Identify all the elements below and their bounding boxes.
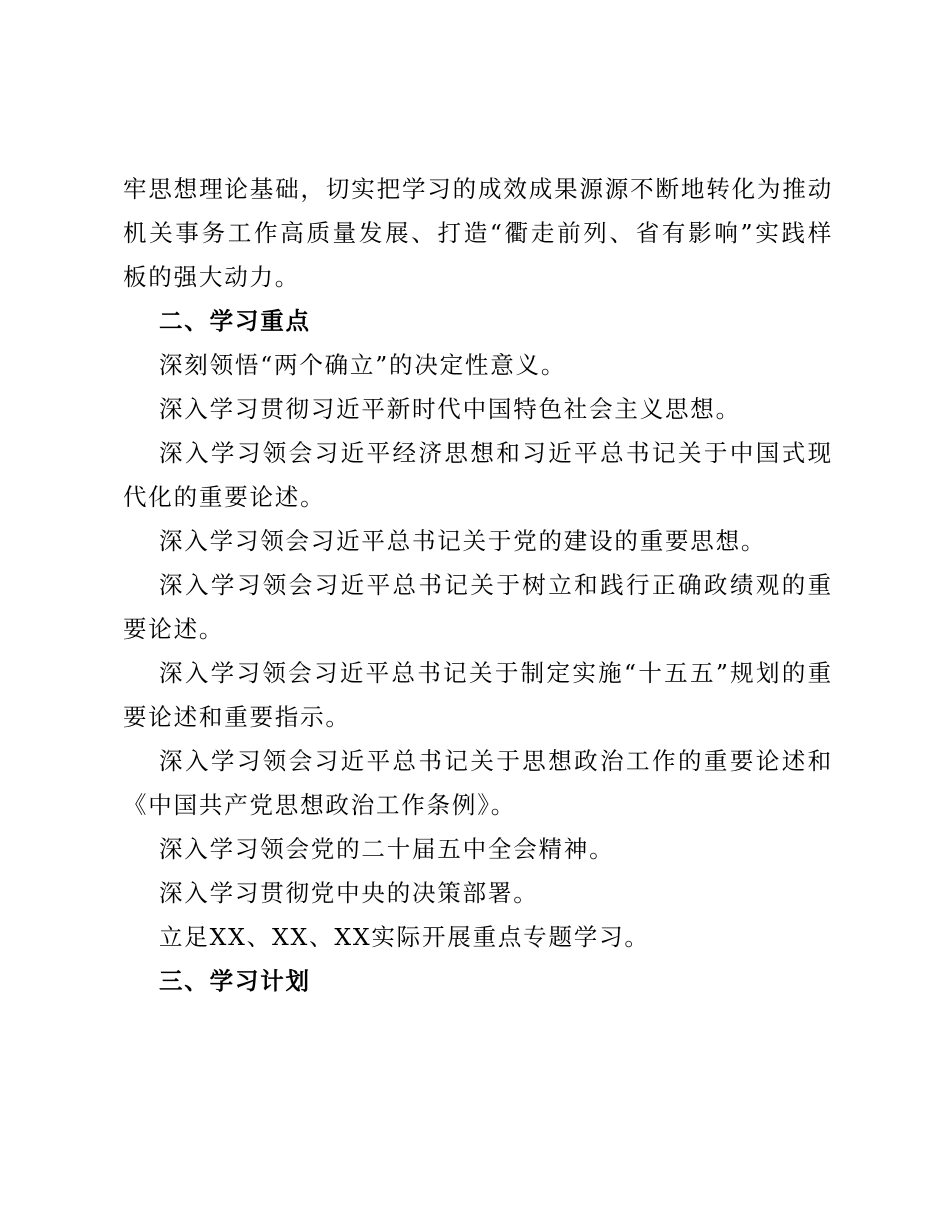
- study-point: 深入学习领会习近平总书记关于树立和践行正确政绩观的重要论述。: [123, 571, 833, 643]
- study-point: 深入学习领会党的二十届五中全会精神。: [159, 835, 615, 863]
- study-point: 深入学习贯彻党中央的决策部署。: [159, 879, 539, 907]
- study-point: 深入学习贯彻习近平新时代中国特色社会主义思想。: [159, 395, 741, 423]
- intro-paragraph: 牢思想理论基础，切实把学习的成效成果源源不断地转化为推动机关事务工作高质量发展、打造“衢走前列、省有影响”实践样板的强大动力。: [123, 175, 833, 291]
- study-point: 深入学习领会习近平总书记关于党的建设的重要思想。: [159, 527, 767, 555]
- section-heading-study-plan: 三、学习计划: [159, 967, 311, 995]
- study-point: 深入学习领会习近平总书记关于制定实施“十五五”规划的重要论述和重要指示。: [123, 659, 833, 731]
- document-body: [123, 167, 833, 1003]
- study-point: 深入学习领会习近平经济思想和习近平总书记关于中国式现代化的重要论述。: [123, 439, 833, 511]
- study-point: 立足XX、XX、XX实际开展重点专题学习。: [159, 923, 650, 951]
- study-point: 深入学习领会习近平总书记关于思想政治工作的重要论述和《中国共产党思想政治工作条例》。: [123, 747, 833, 819]
- section-heading-study-focus: 二、学习重点: [159, 307, 311, 335]
- study-point: 深刻领悟“两个确立”的决定性意义。: [159, 351, 567, 379]
